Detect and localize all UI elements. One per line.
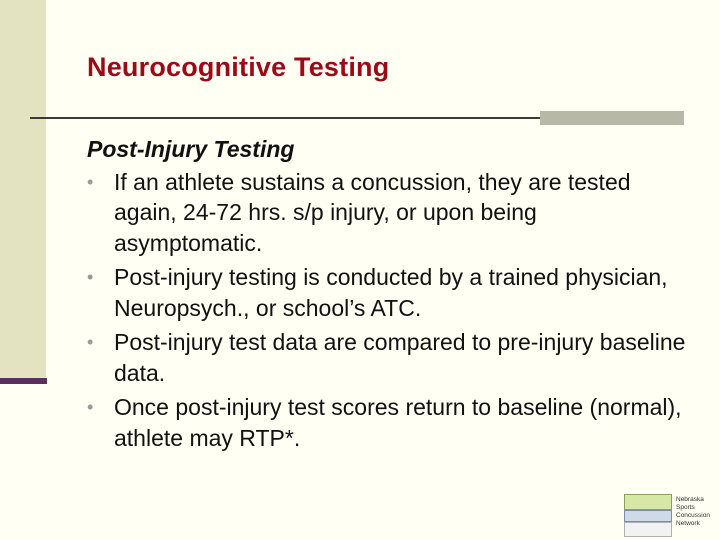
network-logo [624, 494, 716, 536]
sidebar-accent-stripe [0, 378, 47, 384]
logo-line: Nebraska [676, 496, 704, 503]
logo-line: Sports [676, 504, 695, 511]
title-divider-line [30, 117, 540, 119]
logo-line: Concussion [676, 512, 710, 519]
logo-emblem-middle [624, 510, 672, 522]
bullet-icon: • [87, 171, 94, 192]
logo-emblem-bottom [624, 522, 672, 537]
bullet-icon: • [87, 332, 94, 352]
slide-subheading: Post-Injury Testing [87, 136, 295, 162]
logo-line: Network [676, 520, 700, 527]
bullet-icon: • [87, 397, 94, 417]
bullet-text: If an athlete sustains a concussion, they are tested again, 24-72 hrs. s/p injury, or upon being asymptomatic. [114, 168, 631, 256]
logo-text [676, 496, 716, 528]
slide-content [87, 134, 687, 457]
bullet-item [87, 167, 687, 259]
bullet-icon: • [87, 267, 94, 287]
logo-emblem-top [624, 494, 672, 510]
title-divider-block [540, 111, 684, 125]
sidebar-decoration [0, 0, 46, 383]
bullet-list [87, 167, 687, 454]
bullet-item [87, 392, 687, 453]
slide-title: Neurocognitive Testing [87, 52, 390, 82]
bullet-text: Post-injury test data are compared to pre-injury baseline data. [114, 329, 686, 386]
bullet-text: Once post-injury test scores return to baseline (normal), athlete may RTP*. [114, 394, 682, 451]
bullet-item [87, 262, 687, 323]
bullet-item [87, 327, 687, 388]
bullet-text: Post-injury testing is conducted by a trained physician, Neuropsych., or school’s ATC. [114, 264, 668, 321]
